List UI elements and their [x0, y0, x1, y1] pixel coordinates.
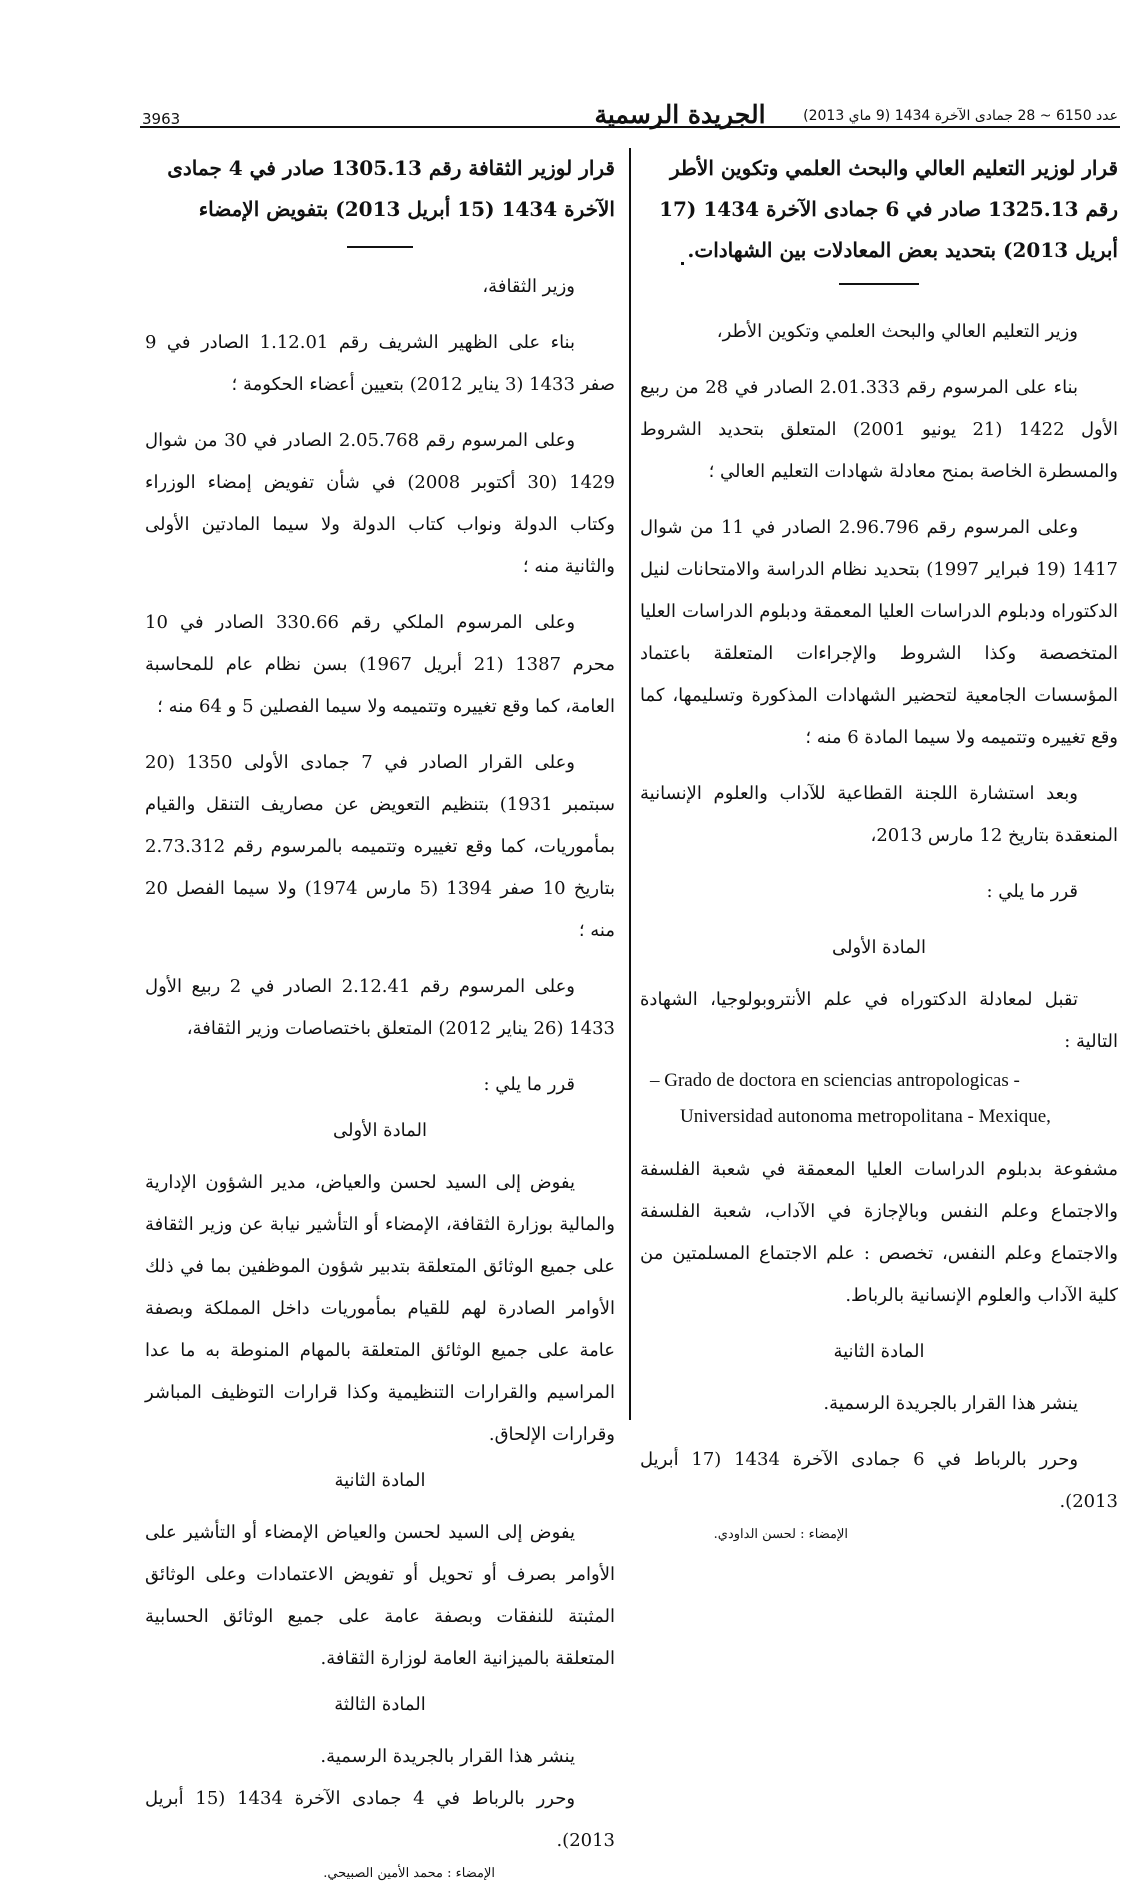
decree-left-column — [145, 148, 615, 1886]
recital-paragraph: بناء على الظهير الشريف رقم 1.12.01 الصادر في 9 صفر 1433 (3 يناير 2012) بتعيين أعضاء الحكومة ؛ — [145, 332, 615, 395]
article-heading: المادة الثالثة — [334, 1694, 426, 1715]
recital-paragraph: وعلى المرسوم رقم 2.12.41 الصادر في 2 ربيع الأول 1433 (26 يناير 2012) المتعلق باختصاصات وزير الثقافة، — [145, 976, 615, 1039]
recital-paragraph: وعلى القرار الصادر في 7 جمادى الأولى 1350 (20 سبتمبر 1931) بتنظيم التعويض عن مصاريف التنقل والقيام بمأموريات، كما وقع تغييره وتتميمه بالمرسوم رقم 2.73.312 بتاريخ 10 صفر 1394 (5 مارس 1974) ولا سيما الفصل 20 منه ؛ — [145, 752, 616, 941]
recital-paragraph: وعلى المرسوم الملكي رقم 330.66 الصادر في 10 محرم 1387 (21 أبريل 1967) بسن نظام عام للمحاسبة العامة، كما وقع تغييره وتتميمه ولا سيما الفصلين 5 و 64 منه ؛ — [145, 612, 615, 717]
done-at-line: وحرر بالرباط في 6 جمادى الآخرة 1434 (17 أبريل 2013). — [640, 1449, 1118, 1512]
title-rule — [347, 246, 413, 248]
foreign-degree-line: Universidad autonoma metropolitana - Mexique, — [680, 1106, 1051, 1127]
page-header — [140, 100, 1118, 140]
column-divider — [629, 148, 631, 1420]
recital-paragraph: بناء على المرسوم رقم 2.01.333 الصادر في 28 من ربيع الأول 1422 (21 يونيو 2001) المتعلق بتحديد الشروط والمسطرة الخاصة بمنح معادلة شهادات التعليم العالي ؛ — [640, 377, 1118, 482]
article-heading: المادة الأولى — [333, 1120, 427, 1141]
decree-right-column — [640, 148, 1118, 1547]
article-text: يفوض إلى السيد لحسن والعياض الإمضاء أو التأشير على الأوامر بصرف أو تحويل أو تفويض الاعتمادات وعلى الوثائق المثبتة للنفقات وبصفة عامة على جميع الوثائق الحسابية المتعلقة بالميزانية العامة لوزارة الثقافة. — [145, 1522, 615, 1669]
signature: الإمضاء : لحسن الداودي. — [713, 1527, 848, 1542]
article-text: ينشر هذا القرار بالجريدة الرسمية. — [320, 1746, 575, 1767]
decided-line: قرر ما يلي : — [483, 1074, 575, 1095]
article-heading: المادة الثانية — [833, 1341, 925, 1362]
signature: الإمضاء : محمد الأمين الصبيحي. — [323, 1866, 495, 1881]
foreign-degree-line: – Grado de doctora en sciencias antropologicas - — [650, 1070, 1020, 1091]
minister-line: وزير الثقافة، — [482, 276, 575, 297]
done-at-line: وحرر بالرباط في 4 جمادى الآخرة 1434 (15 أبريل 2013). — [145, 1788, 615, 1851]
page-number: 3963 — [142, 110, 181, 128]
recital-paragraph: وبعد استشارة اللجنة القطاعية للآداب والعلوم الإنسانية المنعقدة بتاريخ 12 مارس 2013، — [640, 783, 1118, 846]
article-text: يفوض إلى السيد لحسن والعياض، مدير الشؤون الإدارية والمالية بوزارة الثقافة، الإمضاء أو التأشير نيابة عن وزير الثقافة على جميع الوثائق المتعلقة بتدبير شؤون الموظفين بما في ذلك الأوامر الصادرة لهم للقيام بمأموريات داخل المملكة وبصفة عامة على جميع الوثائق المتعلقة بالمهام المنوطة به ما عدا المراسيم والقرارات التنظيمية وكذا قرارات التوظيف المباشر وقرارات الإلحاق. — [145, 1172, 615, 1445]
article-text: مشفوعة بدبلوم الدراسات العليا المعمقة في شعبة الفلسفة والاجتماع وعلم النفس وبالإجازة في الآداب، شعبة الفلسفة والاجتماع وعلم النفس، تخصص : علم الاجتماع المسلمتين من كلية الآداب والعلوم الإنسانية بالرباط. — [640, 1159, 1118, 1306]
decided-line: قرر ما يلي : — [986, 881, 1078, 902]
article-heading: المادة الأولى — [832, 937, 926, 958]
article-text: تقبل لمعادلة الدكتوراه في علم الأنتروبولوجيا، الشهادة التالية : — [640, 989, 1118, 1052]
recital-paragraph: وعلى المرسوم رقم 2.96.796 الصادر في 11 من شوال 1417 (19 فبراير 1997) بتحديد نظام الدراسة والامتحانات لنيل الدكتوراه ودبلوم الدراسات العليا المعمقة ودبلوم الدراسات العليا المتخصصة وكذا الشروط والإجراءات المتعلقة باعتماد المؤسسات الجامعية لتحضير الشهادات المذكورة وتسليمها، كما وقع تغييره وتتميمه ولا سيما المادة 6 منه ؛ — [640, 517, 1119, 748]
title-rule — [839, 283, 919, 285]
article-text: ينشر هذا القرار بالجريدة الرسمية. — [823, 1393, 1078, 1414]
decree-title: قرار لوزير الثقافة رقم 1305.13 صادر في 4 جمادى الآخرة 1434 (15 أبريل 2013) بتفويض الإمضاء — [167, 156, 615, 221]
foreign-degree — [640, 1063, 1118, 1135]
recital-paragraph: وعلى المرسوم رقم 2.05.768 الصادر في 30 من شوال 1429 (30 أكتوبر 2008) في شأن تفويض إمضاء الوزراء وكتاب الدولة ونواب كتاب الدولة ولا سيما المادتين الأولى والثانية منه ؛ — [145, 430, 615, 577]
issue-info: عدد 6150 ~ 28 جمادى الآخرة 1434 (9 ماي 2013) — [803, 108, 1118, 124]
article-heading: المادة الثانية — [334, 1470, 426, 1491]
minister-line: وزير التعليم العالي والبحث العلمي وتكوين الأطر، — [716, 321, 1078, 342]
header-rule — [140, 126, 1120, 128]
decree-title: قرار لوزير التعليم العالي والبحث العلمي وتكوين الأطر رقم 1325.13 صادر في 6 جمادى الآخرة 1434 (17 أبريل 2013) بتحديد بعض المعادلات بين الشهادات. — [659, 156, 1118, 262]
journal-title: الجريدة الرسمية — [594, 100, 766, 129]
